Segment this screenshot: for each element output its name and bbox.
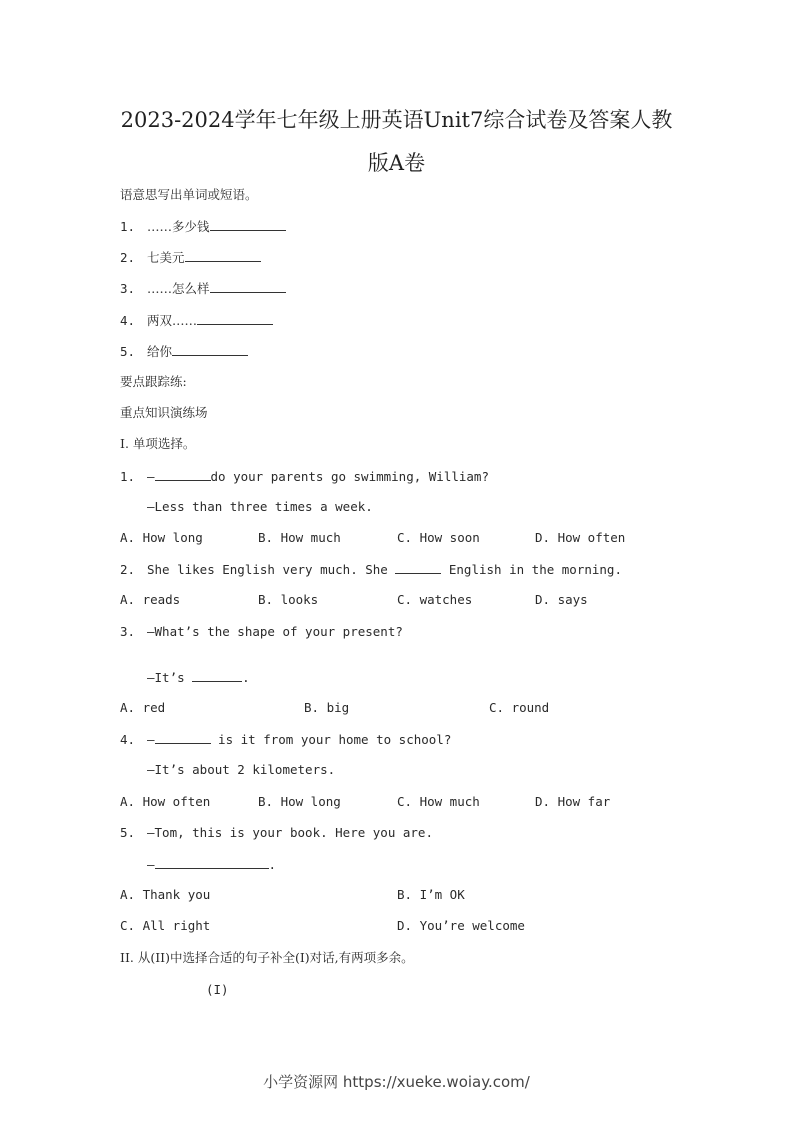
vocab-item-5: 5. 给你 [120,343,248,360]
question-5-reply: — . [147,857,277,872]
question-4-option-a[interactable]: A. How often [120,794,211,809]
question-1-option-a[interactable]: A. How long [120,530,203,545]
question-4-reply: —It’s about 2 kilometers. [147,762,336,777]
question-3-option-c[interactable]: C. round [489,700,550,715]
answer-blank[interactable] [197,312,273,325]
answer-blank[interactable] [210,280,286,293]
question-4-option-d[interactable]: D. How far [535,794,611,809]
answer-blank[interactable] [210,218,286,231]
answer-blank[interactable] [185,249,261,262]
question-1-option-d[interactable]: D. How often [535,530,626,545]
practice-heading: 重点知识演练场 [120,405,208,420]
question-5-stem: 5. —Tom, this is your book. Here you are. [120,825,433,840]
vocab-instruction: 语意思写出单词或短语。 [120,187,258,202]
vocab-item-2: 2. 七美元 [120,249,261,266]
question-1-option-b[interactable]: B. How much [258,530,341,545]
page-footer: 小学资源网 https://xueke.woiay.com/ [263,1073,530,1091]
vocab-item-4: 4. 两双…… [120,312,273,329]
section2-subheading: (I) [206,982,229,997]
question-2-option-b[interactable]: B. looks [258,592,319,607]
question-3-option-a[interactable]: A. red [120,700,166,715]
question-3-stem: 3. —What’s the shape of your present? [120,624,403,639]
section2-heading: II. 从(II)中选择合适的句子补全(I)对话,有两项多余。 [120,950,414,965]
answer-blank[interactable] [155,731,211,744]
question-3-reply: —It’s . [147,670,250,685]
section1-heading: I. 单项选择。 [120,436,196,451]
question-2-stem: 2. She likes English very much. She English in the morning. [120,562,622,577]
question-2-option-a[interactable]: A. reads [120,592,181,607]
page-title-line2: 版A卷 [367,151,426,175]
question-1-stem: 1. — do your parents go swimming, William? [120,469,489,484]
question-2-option-d[interactable]: D. says [535,592,588,607]
question-5-option-c[interactable]: C. All right [120,918,211,933]
question-1-option-c[interactable]: C. How soon [397,530,480,545]
page-title-line1: 2023-2024学年七年级上册英语Unit7综合试卷及答案人教 [120,108,673,132]
answer-blank[interactable] [155,856,269,869]
keypoints-heading: 要点跟踪练: [120,374,187,389]
vocab-item-3: 3. ……怎么样 [120,280,286,297]
vocab-item-1: 1. ……多少钱 [120,218,286,235]
answer-blank[interactable] [172,343,248,356]
question-5-option-a[interactable]: A. Thank you [120,887,211,902]
answer-blank[interactable] [192,669,242,682]
answer-blank[interactable] [395,561,441,574]
question-4-stem: 4. — is it from your home to school? [120,732,452,747]
question-2-option-c[interactable]: C. watches [397,592,473,607]
question-1-reply: —Less than three times a week. [147,499,373,514]
question-5-option-d[interactable]: D. You’re welcome [397,918,525,933]
question-4-option-c[interactable]: C. How much [397,794,480,809]
question-5-option-b[interactable]: B. I’m OK [397,887,465,902]
question-3-option-b[interactable]: B. big [304,700,350,715]
answer-blank[interactable] [155,468,211,481]
question-4-option-b[interactable]: B. How long [258,794,341,809]
